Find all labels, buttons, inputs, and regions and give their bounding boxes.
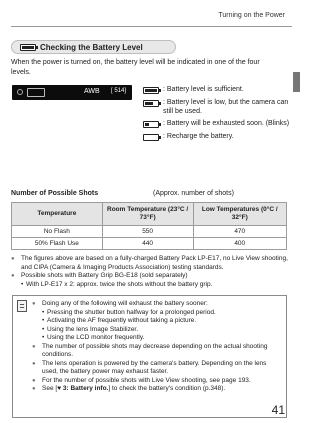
- table-cell: 440: [102, 238, 193, 250]
- battery-exhausted-icon: [143, 121, 159, 128]
- table-row: [12, 238, 287, 250]
- memo-item: ● The lens operation is powered by the camera's battery. Depending on the lens used, the battery power may exhaust faster.: [32, 359, 267, 375]
- running-header: Turning on the Power: [218, 12, 285, 19]
- memo-subitem: • Pressing the shutter button halfway for a prolonged period.: [42, 308, 216, 316]
- section-heading: [11, 40, 176, 54]
- table-cell: 50% Flash Use: [12, 238, 103, 250]
- bullet-icon: ●: [32, 301, 36, 307]
- footnote-item: ● The figures above are based on a fully-charged Battery Pack LP-E17, no Live View shooting, and CIPA (Camera & Imaging Products Association) testing standards.: [11, 255, 288, 271]
- footnote-subitem: • With LP-E17 x 2: approx. twice the shots without the battery grip.: [21, 280, 213, 288]
- bullet-icon: ●: [32, 386, 36, 392]
- shooting-mode-icon: [17, 89, 23, 95]
- memo-item: ● The number of possible shots may decrease depending on the actual shooting conditions.: [32, 342, 268, 358]
- memo-subitem: • Using the lens Image Stabilizer.: [42, 325, 139, 333]
- column-header: Room Temperature (23°C / 73°F): [102, 203, 193, 226]
- page-number: 41: [271, 403, 285, 417]
- table-header-row: [12, 203, 287, 226]
- bullet-icon: ●: [32, 377, 36, 384]
- memo-subitem: • Activating the AF frequently without taking a picture.: [42, 317, 197, 324]
- battery-full-icon: [20, 44, 36, 51]
- menu-reference: ♥ 3: Battery info.: [57, 385, 109, 392]
- memo-box: [12, 295, 287, 418]
- battery-level-item: : Recharge the battery.: [143, 132, 293, 142]
- section-tab-marker: [293, 72, 300, 92]
- bullet-icon: ●: [11, 273, 15, 279]
- possible-shots-note: (Approx. number of shots): [153, 190, 234, 197]
- table-cell: No Flash: [12, 226, 103, 238]
- battery-indicator-icon: [27, 88, 45, 97]
- memo-subitem: • Using the LCD monitor frequently.: [42, 334, 145, 341]
- column-header: Low Temperatures (0°C / 32°F): [193, 203, 287, 226]
- table-cell: 400: [193, 238, 287, 250]
- battery-low-icon: [143, 100, 159, 107]
- possible-shots-table: [11, 202, 287, 250]
- section-title: Checking the Battery Level: [40, 42, 143, 52]
- column-header: Temperature: [12, 203, 103, 226]
- memo-content: [32, 300, 284, 394]
- battery-level-item: : Battery will be exhausted soon. (Blinks): [143, 119, 293, 129]
- battery-level-item: : Battery level is sufficient.: [143, 85, 293, 95]
- footnote-item: ● Possible shots with Battery Grip BG-E18 (sold separately): [11, 272, 188, 279]
- memo-item: ● For the number of possible shots with Live View shooting, see page 193.: [32, 376, 251, 384]
- table-cell: 470: [193, 226, 287, 238]
- battery-empty-icon: [143, 134, 159, 141]
- table-cell: 550: [102, 226, 193, 238]
- header-divider: [11, 26, 292, 27]
- shots-remaining-readout: [ 514]: [110, 88, 126, 94]
- battery-level-list: [143, 85, 293, 145]
- bullet-icon: ●: [32, 360, 36, 367]
- intro-paragraph: When the power is turned on, the battery level will be indicated in one of the four levels.: [11, 59, 260, 76]
- memo-item: ● See [♥ 3: Battery info.] to check the battery's condition (p.348).: [32, 385, 226, 392]
- memo-item: ● Doing any of the following will exhaust the battery sooner:: [32, 300, 208, 307]
- table-row: [12, 226, 287, 238]
- footnotes: [11, 255, 291, 289]
- possible-shots-heading: Number of Possible Shots: [11, 190, 99, 197]
- battery-full-icon: [143, 87, 159, 94]
- white-balance-readout: AWB: [84, 88, 100, 95]
- battery-level-item: : Battery level is low, but the camera can still be used.: [143, 98, 293, 116]
- lcd-panel-illustration: [12, 85, 132, 100]
- bullet-icon: ●: [32, 343, 36, 350]
- memo-note-icon: [17, 300, 27, 312]
- bullet-icon: ●: [11, 256, 15, 262]
